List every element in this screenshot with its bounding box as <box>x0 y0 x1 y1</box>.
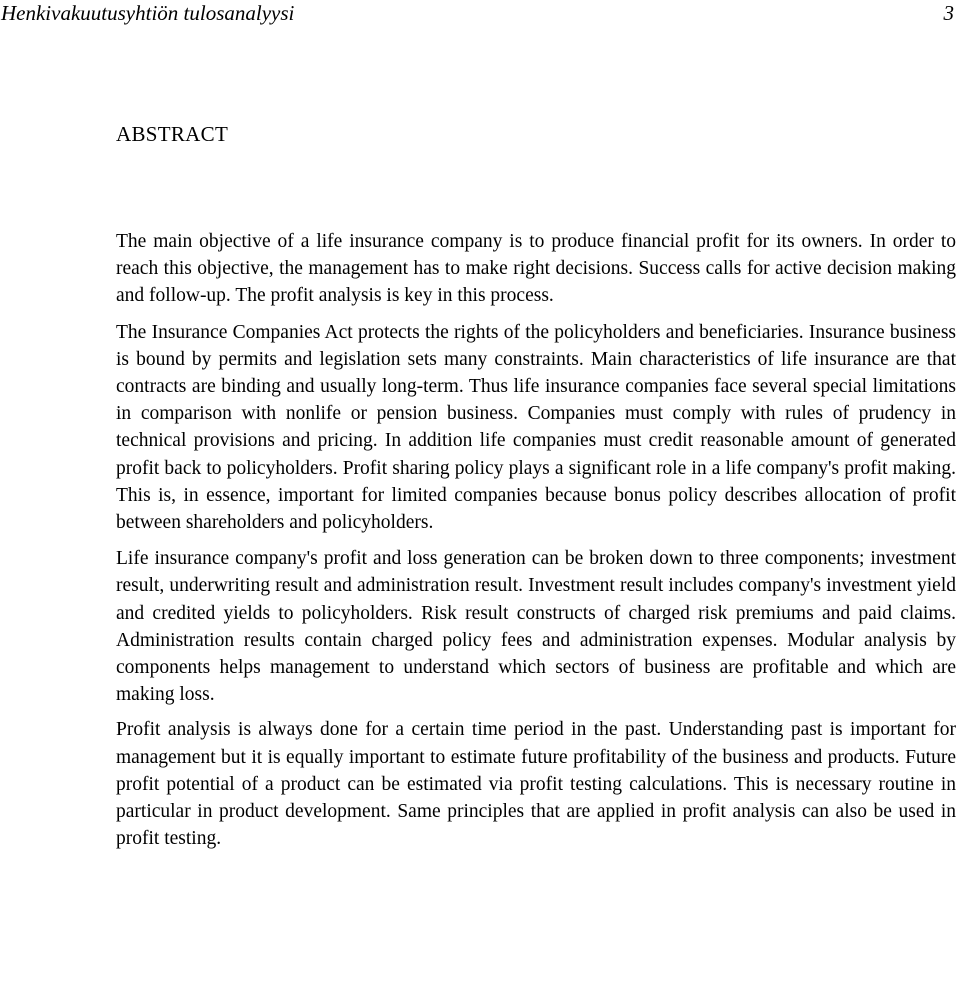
paragraph-components: Life insurance company's profit and loss generation can be broken down to three components; investment result, underwriting result and administration result. Investment result includes company's investment yield and credited yields to policyholders. Risk result constructs of charged risk premiums and paid claims. Administration results contain charged policy fees and administration expenses. Modular analysis by components helps management to understand which sectors of business are profitable and which are making loss. <box>116 548 956 706</box>
section-title: ABSTRACT <box>116 122 229 146</box>
abstract-body <box>116 228 956 852</box>
paragraph-objective: The main objective of a life insurance company is to produce financial profit for its owners. In order to reach this objective, the management has to make right decisions. Success calls for active decision making and follow-up. The profit analysis is key in this process. <box>116 231 956 307</box>
paragraph-regulation: The Insurance Companies Act protects the rights of the policyholders and beneficiaries. Insurance business is bound by permits and legislation sets many constraints. Main characteristics of life insurance are that contracts are binding and usually long-term. Thus life insurance companies face several special limitations in comparison with nonlife or pension business. Companies must comply with rules of prudency in technical provisions and pricing. In addition life companies must credit reasonable amount of generated profit back to policyholders. Profit sharing policy plays a significant role in a life company's profit making. This is, in essence, important for limited companies because bonus policy describes allocation of profit between shareholders and policyholders. <box>116 321 956 534</box>
running-header-title: Henkivakuutusyhtiön tulosanalyysi <box>1 1 295 25</box>
page-number: 3 <box>943 1 954 25</box>
paragraph-profit-testing: Profit analysis is always done for a certain time period in the past. Understanding past is important for management but it is equally important to estimate future profitability of the business and products. Future profit potential of a product can be estimated via profit testing calculations. This is necessary routine in particular in product development. Same principles that are applied in profit analysis can also be used in profit testing. <box>116 719 956 850</box>
